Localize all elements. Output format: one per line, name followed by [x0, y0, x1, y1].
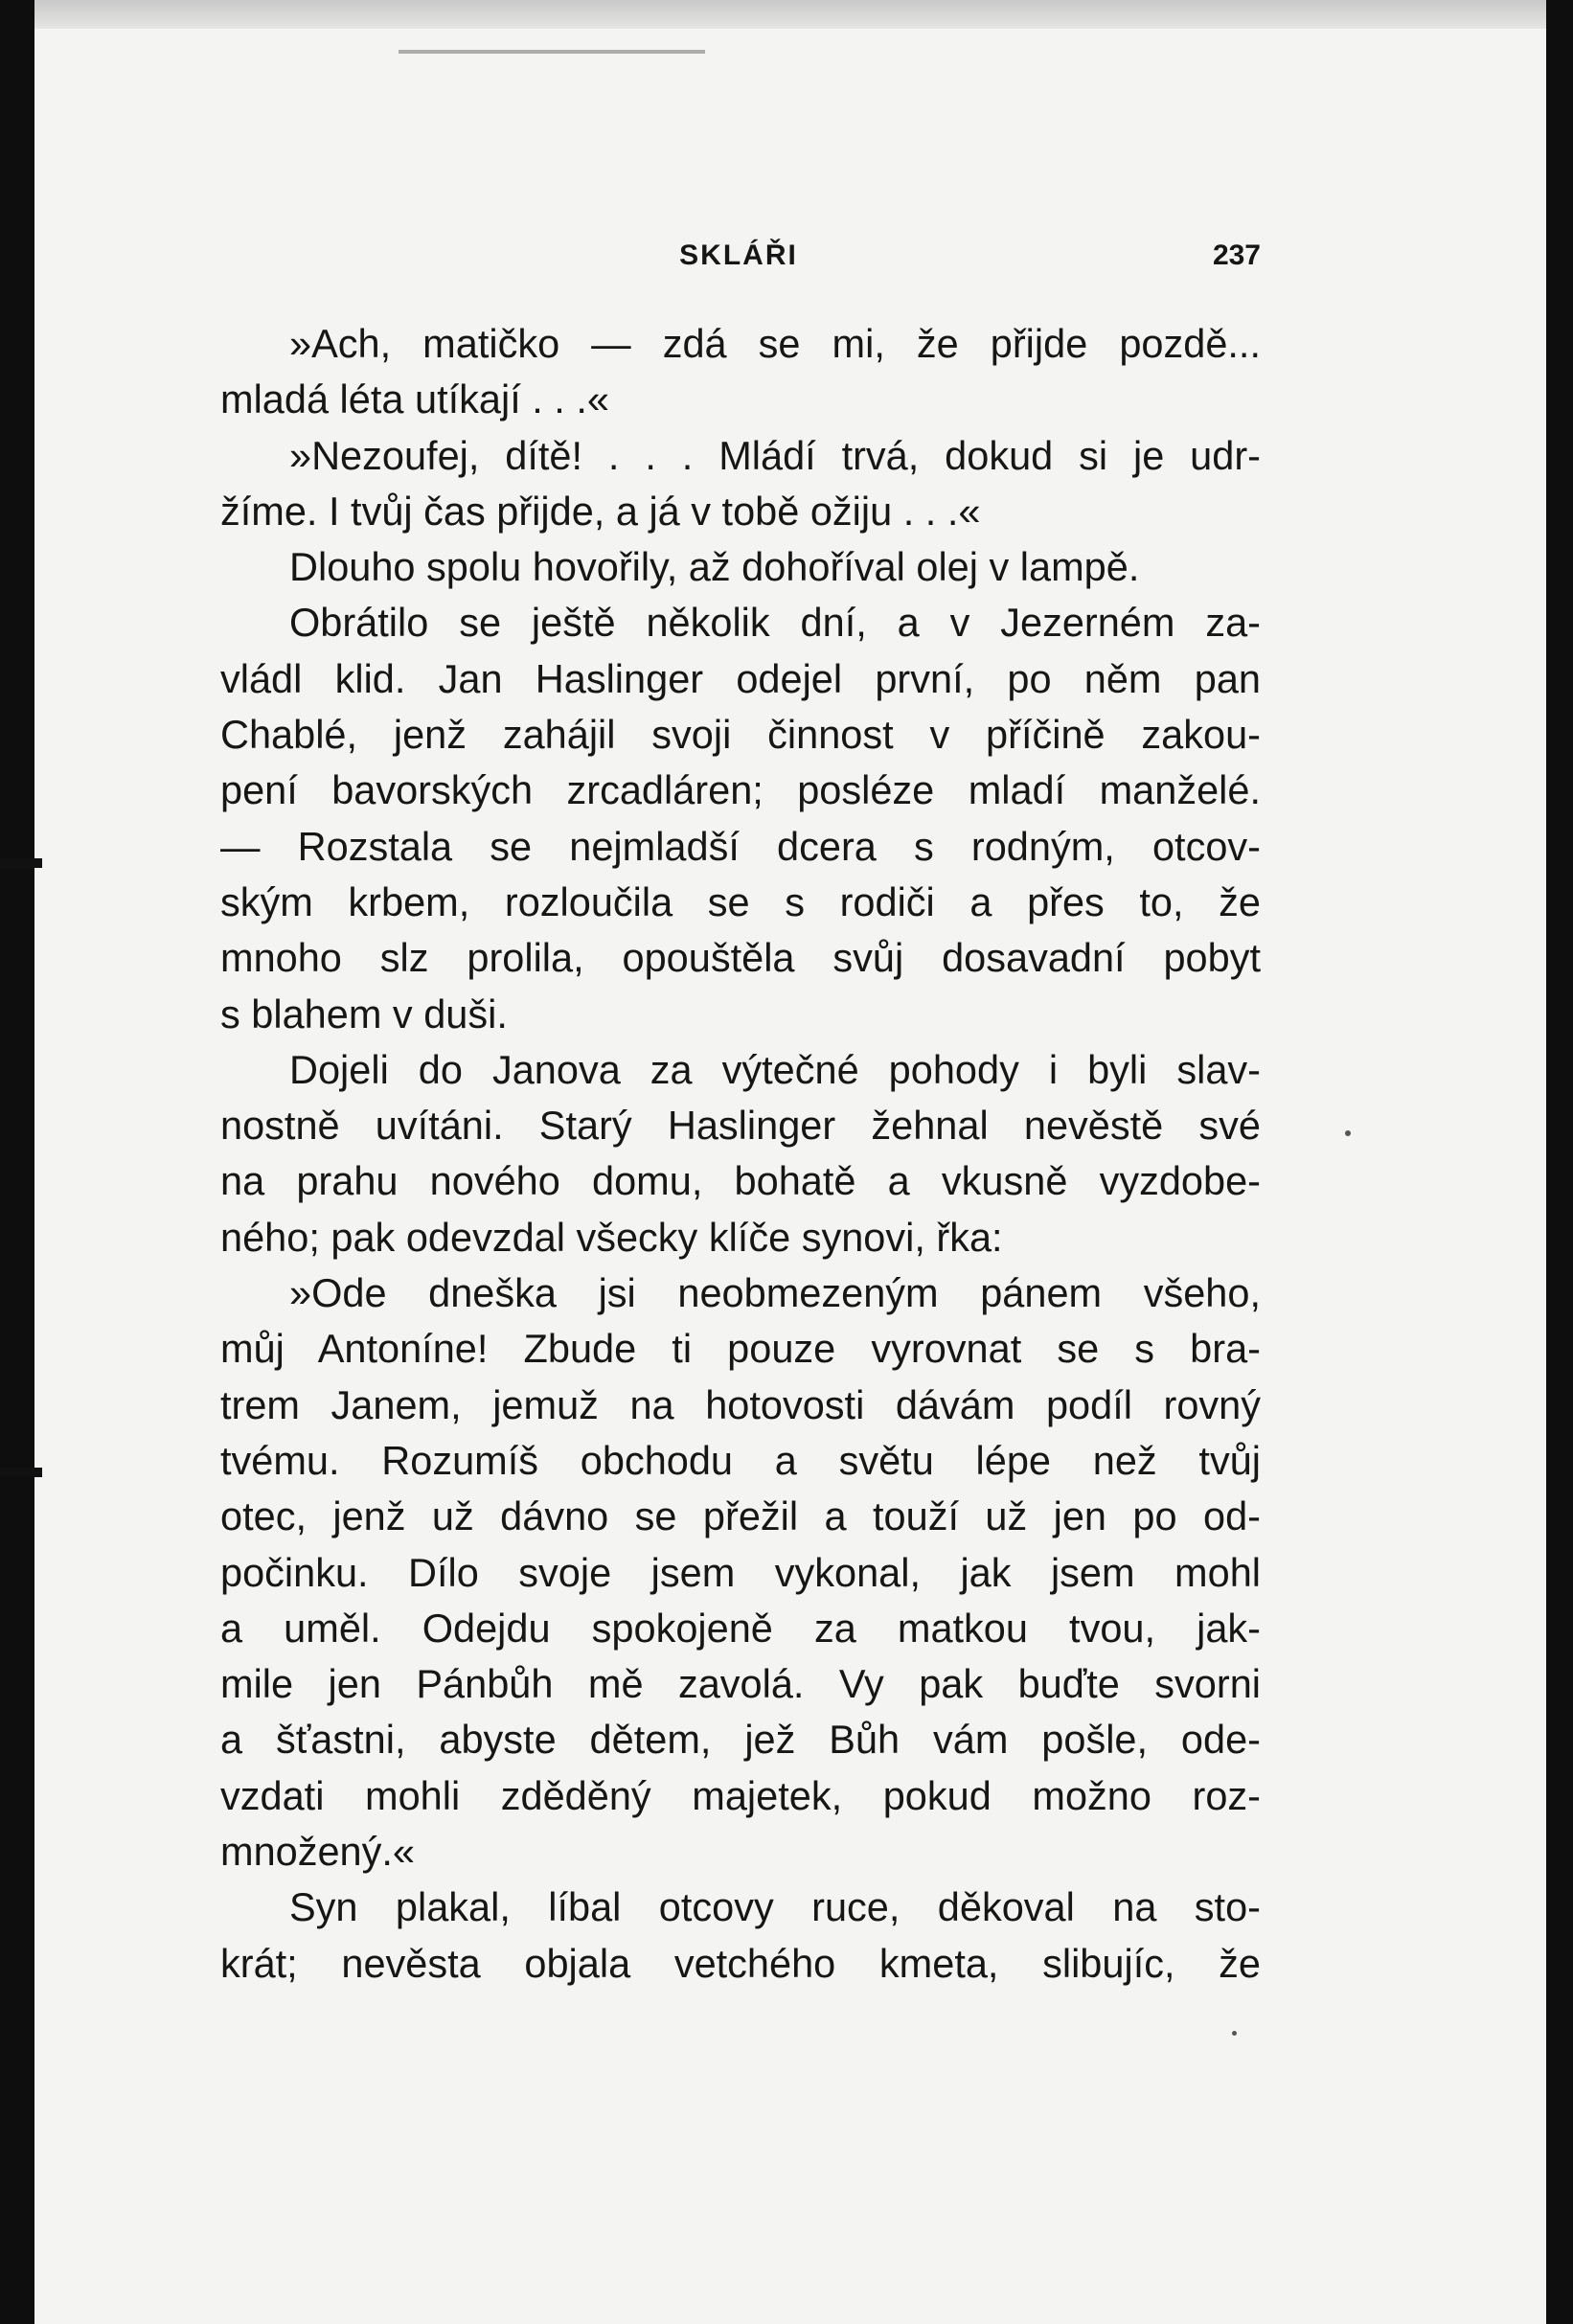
- text-line: mile jen Pánbůh mě zavolá. Vy pak buďte svorni: [220, 1661, 1261, 1707]
- running-title: SKLÁŘI: [679, 239, 798, 271]
- text-line: tvému. Rozumíš obchodu a světu lépe než tvůj: [220, 1437, 1261, 1483]
- text-line: »Nezoufej, dítě! . . . Mládí trvá, dokud si je udr-: [289, 432, 1261, 478]
- text-line: »Ach, matičko — zdá se mi, že přijde pozdě...: [289, 321, 1261, 366]
- text-line: vládl klid. Jan Haslinger odejel první, po něm pan: [220, 655, 1261, 701]
- text-line: »Ode dneška jsi neobmezeným pánem všeho,: [289, 1270, 1261, 1316]
- ink-speck: [1232, 2031, 1237, 2036]
- binding-tab: [0, 858, 42, 868]
- text-line: Obrátilo se ještě několik dní, a v Jezerném za-: [289, 600, 1261, 646]
- scan-left-edge: [0, 0, 34, 2324]
- text-line: mnoho slz prolila, opouštěla svůj dosavadní pobyt: [220, 935, 1261, 981]
- text-line: počinku. Dílo svoje jsem vykonal, jak jsem mohl: [220, 1549, 1261, 1595]
- text-line: a šťastni, abyste dětem, jež Bůh vám pošle, ode-: [220, 1717, 1261, 1763]
- text-line: můj Antoníne! Zbude ti pouze vyrovnat se s bra-: [220, 1326, 1261, 1372]
- text-line: mladá léta utíkají . . .«: [220, 376, 609, 422]
- text-line: Chablé, jenž zahájil svoji činnost v příčině zakou-: [220, 712, 1261, 758]
- text-line: otec, jenž už dávno se přežil a touží už jen po od-: [220, 1493, 1261, 1539]
- body-text: [220, 316, 1261, 1992]
- text-line: vzdati mohli zděděný majetek, pokud možno roz-: [220, 1772, 1261, 1818]
- text-line: a uměl. Odejdu spokojeně za matkou tvou, jak-: [220, 1605, 1261, 1651]
- page-header: [217, 239, 1261, 278]
- page-number: 237: [1212, 239, 1261, 271]
- page-top-mark: [399, 50, 705, 54]
- text-line: krát; nevěsta objala vetchého kmeta, slibujíc, že: [220, 1940, 1261, 1986]
- text-line: žíme. I tvůj čas přijde, a já v tobě ožiju . . .«: [220, 488, 981, 534]
- text-line: Syn plakal, líbal otcovy ruce, děkoval na sto-: [289, 1884, 1261, 1930]
- scan-right-edge: [1546, 0, 1573, 2324]
- text-line: pení bavorských zrcadláren; posléze mladí manželé.: [220, 767, 1261, 813]
- binding-tab: [0, 1468, 42, 1477]
- text-line: Dojeli do Janova za výtečné pohody i byli slav-: [289, 1046, 1261, 1092]
- ink-speck: [1345, 1130, 1351, 1136]
- text-line: — Rozstala se nejmladší dcera s rodným, otcov-: [220, 823, 1261, 869]
- text-line: ného; pak odevzdal všecky klíče synovi, řka:: [220, 1214, 1003, 1260]
- text-line: Dlouho spolu hovořily, až dohoříval olej v lampě.: [289, 544, 1140, 590]
- text-line: nostně uvítáni. Starý Haslinger žehnal nevěstě své: [220, 1103, 1261, 1149]
- text-line: trem Janem, jemuž na hotovosti dávám podíl rovný: [220, 1381, 1261, 1427]
- text-line: množený.«: [220, 1829, 416, 1875]
- text-line: s blahem v duši.: [220, 991, 508, 1037]
- text-line: na prahu nového domu, bohatě a vkusně vyzdobe-: [220, 1158, 1261, 1204]
- text-line: ským krbem, rozloučila se s rodiči a přes to, že: [220, 878, 1261, 924]
